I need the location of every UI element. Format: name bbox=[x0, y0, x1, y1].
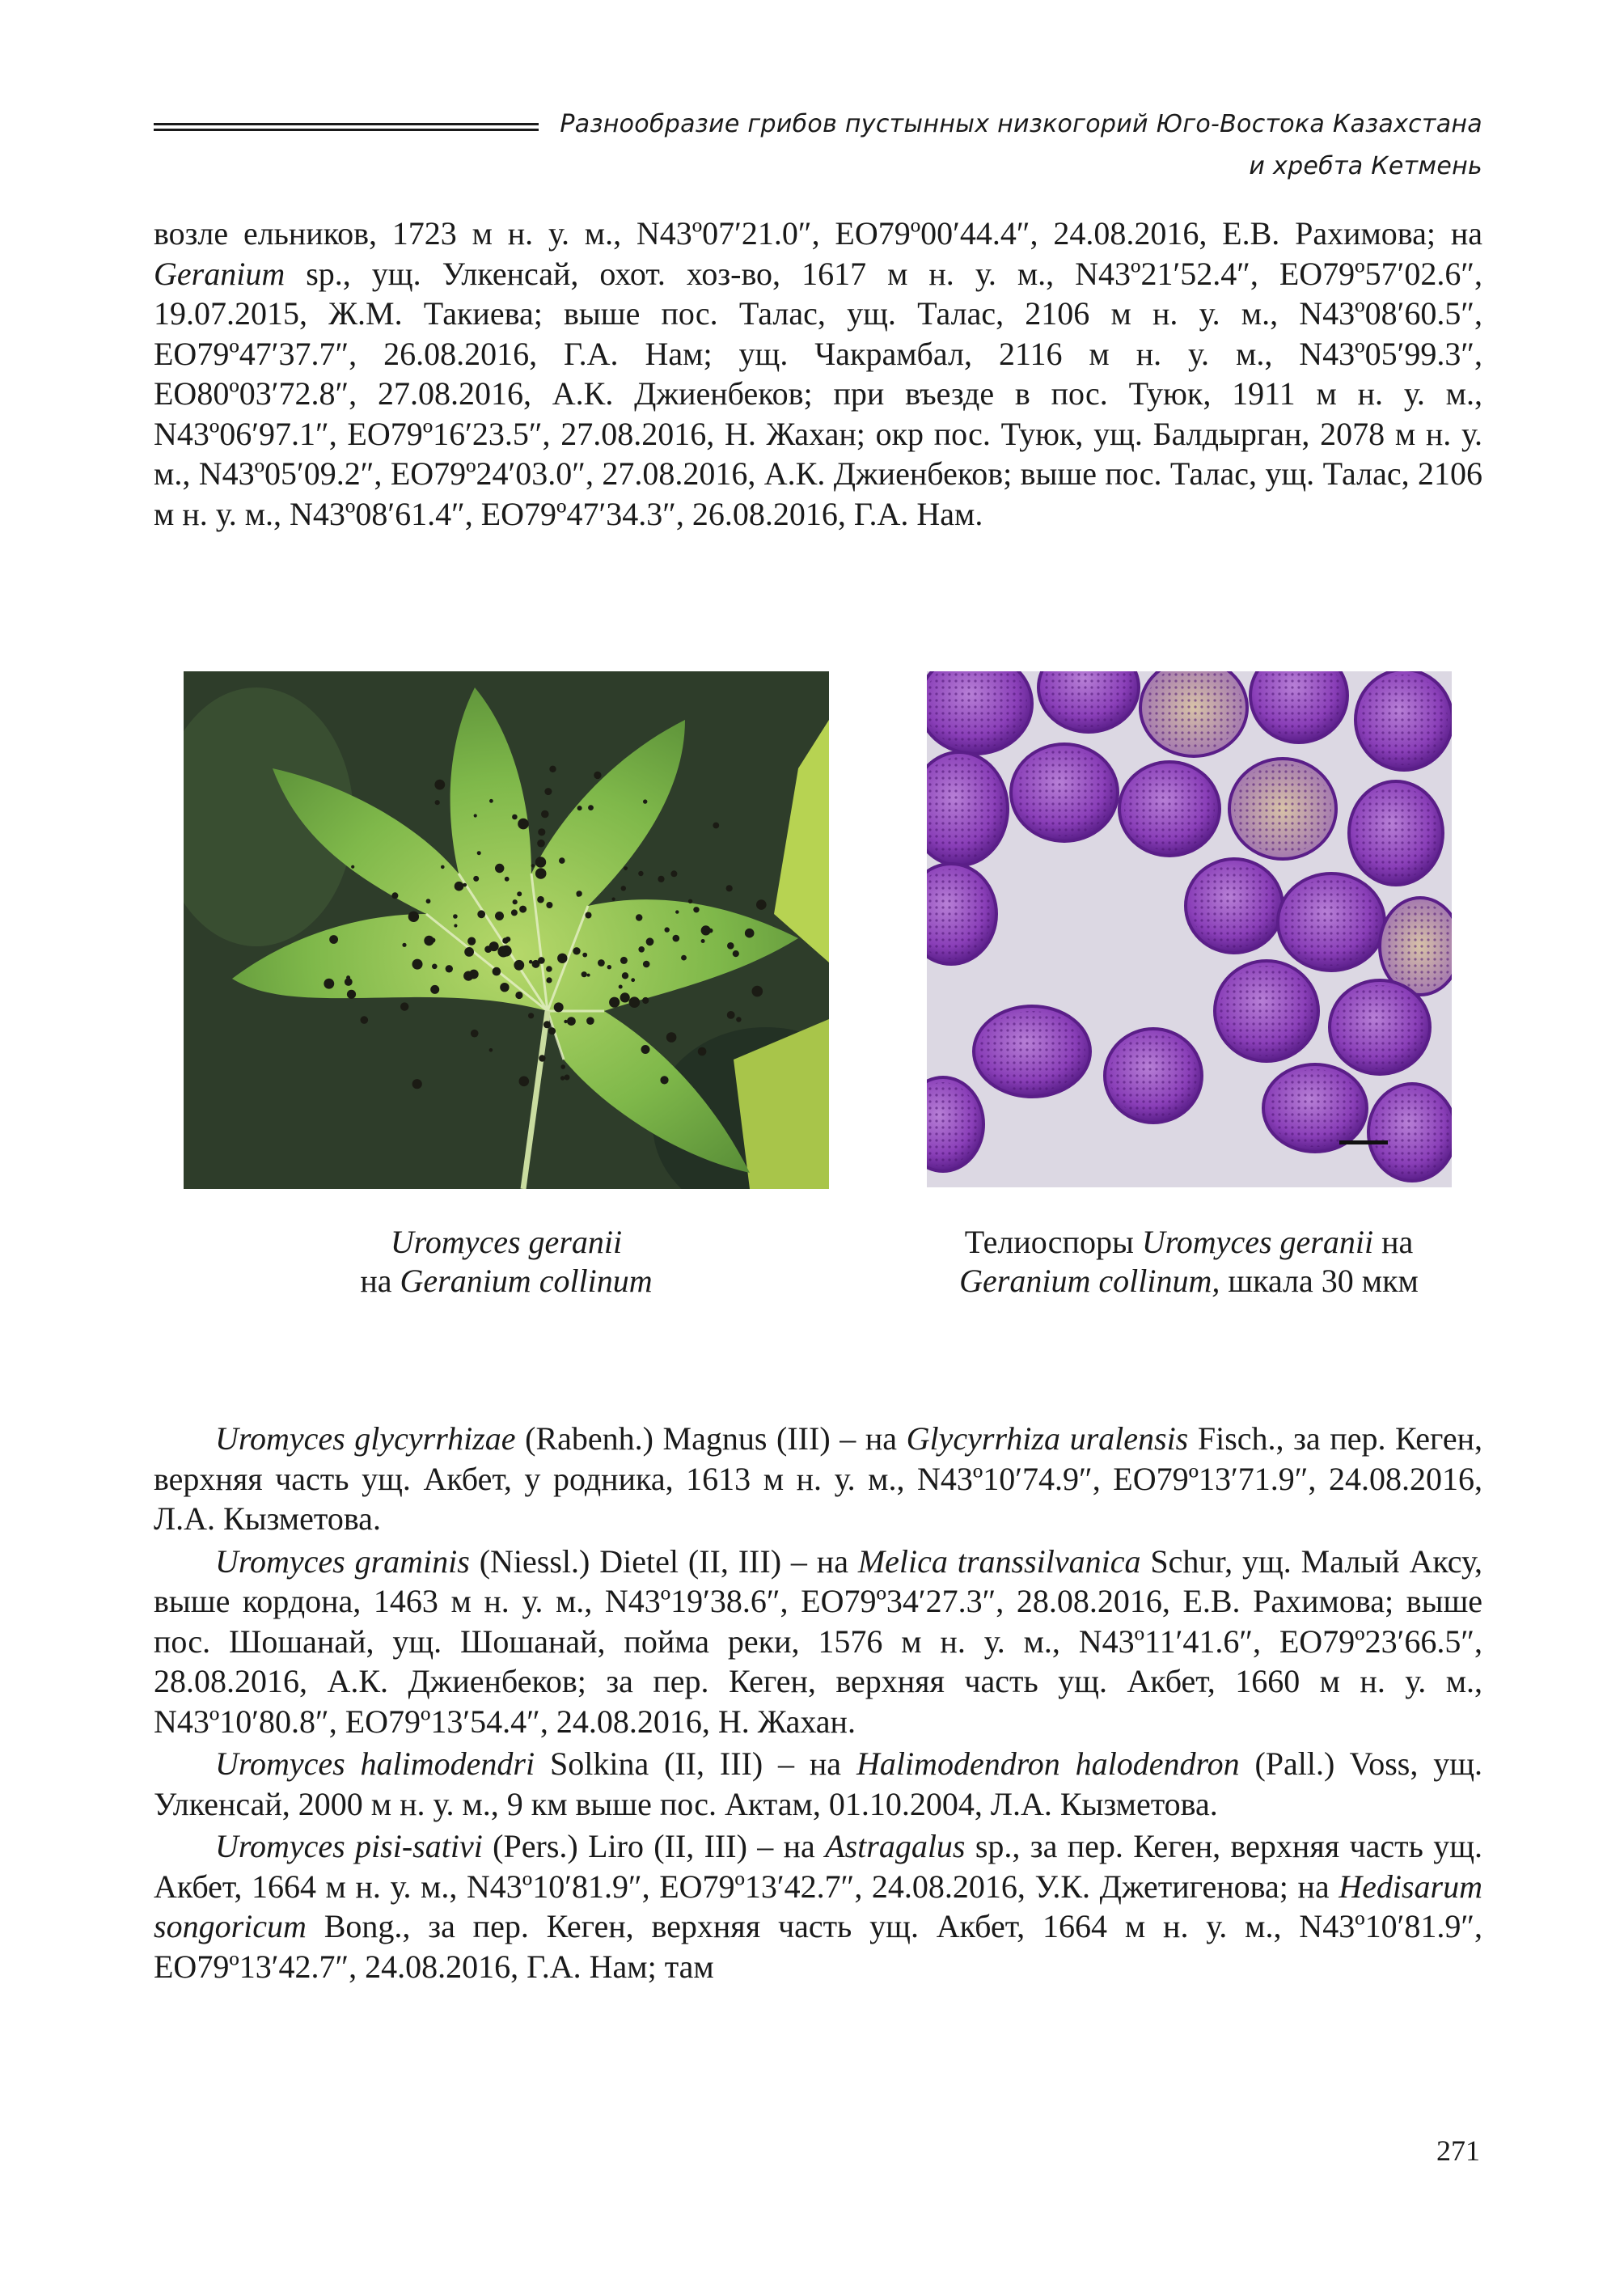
leaf-illustration bbox=[184, 671, 829, 1189]
rust-spot bbox=[698, 1047, 707, 1056]
teliospore-texture bbox=[1016, 749, 1113, 836]
entry-host: Melica transsilvanica bbox=[857, 1542, 1141, 1580]
teliospore-texture bbox=[1234, 764, 1331, 854]
entry-host: Halimodendron halodendron bbox=[856, 1745, 1240, 1782]
rust-spot bbox=[670, 870, 677, 877]
rust-spot bbox=[518, 819, 529, 830]
rust-spot bbox=[620, 957, 628, 964]
rust-spot bbox=[538, 828, 545, 836]
rust-spot bbox=[693, 907, 699, 912]
figure2-caption-on: на bbox=[1373, 1224, 1414, 1260]
rust-spot bbox=[713, 823, 719, 829]
rust-spot bbox=[554, 1002, 564, 1012]
rust-spot bbox=[425, 937, 432, 944]
teliospore-texture bbox=[1268, 1069, 1362, 1147]
rust-spot bbox=[631, 978, 635, 982]
rust-spot bbox=[643, 799, 647, 803]
rust-spot bbox=[477, 851, 481, 855]
rust-spot bbox=[646, 937, 654, 946]
rust-spot bbox=[537, 896, 544, 903]
rust-spot bbox=[500, 983, 509, 992]
rust-spot bbox=[463, 883, 467, 887]
rust-spot bbox=[535, 857, 546, 867]
rust-spot bbox=[515, 992, 522, 999]
rust-spot bbox=[361, 1016, 369, 1024]
rust-spot bbox=[546, 902, 552, 908]
rust-spot bbox=[455, 882, 464, 891]
entry-species: Uromyces halimodendri bbox=[215, 1745, 535, 1782]
rust-spot bbox=[544, 788, 552, 795]
teliospore-texture bbox=[1283, 878, 1380, 966]
rust-spot bbox=[559, 857, 565, 864]
rust-spot bbox=[505, 877, 510, 882]
figure2-caption-scale: шкала 30 мкм bbox=[1220, 1263, 1419, 1299]
rust-spot bbox=[351, 865, 354, 869]
rust-spot bbox=[586, 1017, 594, 1025]
rust-spot bbox=[467, 937, 476, 946]
teliospore-texture bbox=[1334, 985, 1425, 1069]
rust-spot bbox=[493, 967, 501, 976]
rust-spot bbox=[641, 1045, 650, 1054]
teliospore-texture bbox=[1110, 1034, 1197, 1118]
rust-spot bbox=[666, 1032, 677, 1043]
rust-spot bbox=[736, 1017, 741, 1022]
rust-spot bbox=[324, 979, 334, 989]
rust-spot bbox=[477, 910, 485, 918]
rust-spot bbox=[463, 971, 473, 981]
teliospore-texture bbox=[1220, 966, 1313, 1056]
rust-spot bbox=[612, 898, 615, 901]
teliospore-texture bbox=[1124, 767, 1215, 851]
figure2-caption-prefix: Телиоспоры bbox=[964, 1224, 1142, 1260]
rust-spot bbox=[531, 864, 535, 867]
rust-spot bbox=[535, 868, 547, 879]
rust-spot bbox=[573, 947, 580, 954]
rust-spot bbox=[435, 800, 440, 805]
rust-spot bbox=[733, 950, 739, 957]
rust-spot bbox=[495, 864, 504, 873]
rust-spot bbox=[567, 1017, 576, 1026]
rust-spot bbox=[484, 946, 492, 953]
rust-spot bbox=[560, 1076, 565, 1080]
rust-spot bbox=[471, 1030, 479, 1038]
rust-spot bbox=[576, 891, 582, 896]
rust-spot bbox=[412, 959, 423, 970]
p1-genus: Geranium bbox=[154, 255, 285, 292]
rust-spot bbox=[564, 1020, 567, 1023]
rust-spot bbox=[514, 960, 524, 971]
teliospore-texture bbox=[979, 1011, 1085, 1092]
rust-spot bbox=[701, 939, 705, 943]
rust-spot bbox=[519, 1077, 530, 1087]
rust-spot bbox=[752, 986, 763, 997]
rust-spot bbox=[537, 840, 545, 848]
rust-spot bbox=[546, 977, 552, 983]
teliospore-texture bbox=[1373, 1089, 1451, 1176]
rust-spot bbox=[745, 929, 755, 938]
rust-spot bbox=[539, 1055, 545, 1061]
rust-spot bbox=[582, 953, 587, 958]
figure-leaf-photo bbox=[184, 671, 829, 1189]
entry-graminis: Uromyces graminis (Niessl.) Dietel (II, III) – на Melica transsilvanica Schur, ущ. Малый Аксу, выше кордона, 1463 м н. у. м., N43º19′38.6″, ЕО79º34′27.3″, 28.08.2016, Е.В. Рахимова; выше пос. Шошанай, ущ. Шошанай, пойма реки, 1576 м н. у. м., N43º11′41.6″, ЕО79º23′66.5″, 28.08.2016, А.К. Джиенбеков; за пер. Кеген, верхняя часть ущ. Акбет, 1660 м н. у. м., N43º10′80.8″, ЕО79º13′54.4″, 24.08.2016, Н. Жахан. bbox=[154, 1542, 1482, 1740]
p1-text-before: возле ельников, 1723 м н. у. м., N43º07′21.0″, ЕО79º00′44.4″, 24.08.2016, Е.В. Рахимова; на bbox=[154, 215, 1482, 252]
figure1-caption bbox=[184, 1223, 829, 1301]
rust-spot bbox=[347, 990, 356, 999]
rust-spot bbox=[622, 972, 628, 979]
rust-spot bbox=[675, 910, 679, 913]
rust-spot bbox=[473, 876, 479, 882]
rust-spot bbox=[474, 814, 477, 817]
running-header-line1: Разнообразие грибов пустынных низкогорий Юго-Востока Казахстана bbox=[560, 110, 1482, 138]
figure2-caption bbox=[890, 1223, 1488, 1301]
teliospore-texture bbox=[1354, 786, 1438, 880]
rust-spot bbox=[391, 892, 398, 899]
running-header-line2: и хребта Кетмень bbox=[1249, 152, 1482, 180]
rust-spot bbox=[549, 766, 556, 772]
rust-spot bbox=[430, 985, 439, 994]
entry-halimodendri: Uromyces halimodendri Solkina (II, III) – на Halimodendron halodendron (Pall.) Voss, ущ. Улкенсай, 2000 м н. у. м., 9 км выше пос. Актам, 01.10.2004, Л.А. Кызметова. bbox=[154, 1745, 1482, 1822]
rust-spot bbox=[673, 935, 680, 942]
teliospores-illustration bbox=[927, 671, 1452, 1187]
entry-host-2: Hedisarum songoricum bbox=[154, 1868, 1482, 1944]
rust-spot bbox=[660, 1076, 668, 1084]
rust-spot bbox=[688, 899, 692, 903]
rust-spot bbox=[446, 965, 453, 972]
rust-spot bbox=[541, 810, 549, 819]
rust-spot bbox=[756, 899, 767, 910]
rust-spot bbox=[489, 799, 493, 803]
entry-pisi-sativi: Uromyces pisi-sativi (Pers.) Liro (II, III) – на Astragalus sp., за пер. Кеген, верхняя часть ущ. Акбет, 1664 м н. у. м., N43º10′81.9″, ЕО79º13′42.7″, 24.08.2016, У.К. Джетигенова; на Hedisarum songoricum Bong., за пер. Кеген, верхняя часть ущ. Акбет, 1664 м н. у. м., N43º10′81.9″, ЕО79º13′42.7″, 24.08.2016, Г.А. Нам; там bbox=[154, 1828, 1482, 1985]
running-header bbox=[528, 104, 1482, 188]
rust-spot bbox=[434, 780, 445, 790]
rust-spot bbox=[501, 946, 512, 957]
rust-spot bbox=[453, 914, 458, 919]
rust-spot bbox=[517, 891, 522, 896]
rust-spot bbox=[638, 946, 645, 953]
entry-species: Uromyces pisi-sativi bbox=[215, 1828, 483, 1864]
rust-spot bbox=[665, 927, 670, 932]
rust-spot bbox=[619, 985, 623, 989]
rust-spot bbox=[607, 965, 611, 969]
entry-species: Uromyces glycyrrhizae bbox=[215, 1420, 516, 1457]
rust-spot bbox=[620, 992, 630, 1002]
rust-spot bbox=[621, 886, 626, 891]
rust-spot bbox=[502, 937, 509, 944]
rust-spot bbox=[432, 964, 438, 970]
rust-spot bbox=[519, 906, 527, 913]
rust-spot bbox=[726, 885, 733, 891]
rust-spot bbox=[511, 909, 518, 916]
rust-spot bbox=[346, 975, 350, 979]
entry-host: Astragalus bbox=[825, 1828, 966, 1864]
figure-teliospores-micrograph bbox=[927, 671, 1452, 1187]
rust-spot bbox=[577, 806, 582, 810]
rust-spot bbox=[681, 955, 687, 961]
p1-text-after: sp., ущ. Улкенсай, охот. хоз-во, 1617 м н. у. м., N43º21′52.4″, ЕО79º57′02.6″, 19.07.2015, Ж.М. Такиева; выше пос. Талас, ущ. Талас, 2106 м н. у. м., N43º08′60.5″, ЕО79º47′37.7″, 26.08.2016, Г.А. Нам; ущ. Чакрамбал, 2116 м н. у. м., N43º05′99.3″, ЕО80º03′72.8″, 27.08.2016, А.К. Джиенбеков; при въезде в пос. Туюк, 1911 м н. у. м., N43º06′97.1″, ЕО79º16′23.5″, 27.08.2016, Н. Жахан; окр пос. Туюк, ущ. Балдырган, 2078 м н. у. м., N43º05′09.2″, ЕО79º24′03.0″, 27.08.2016, А.К. Джиенбеков; выше пос. Талас, ущ. Талас, 2106 м н. у. м., N43º08′61.4″, ЕО79º47′34.3″, 26.08.2016, Г.А. Нам. bbox=[154, 255, 1482, 532]
rust-spot bbox=[629, 996, 641, 1008]
rust-spot bbox=[557, 954, 567, 963]
rust-spot bbox=[513, 899, 518, 904]
entry-glycyrrhizae: Uromyces glycyrrhizae (Rabenh.) Magnus (III) – на Glycyrrhiza uralensis Fisch., за пер. Кеген, верхняя часть ущ. Акбет, у родника, 1613 м н. у. м., N43º10′74.9″, ЕО79º13′71.9″, 24.08.2016, Л.А. Кызметова. bbox=[154, 1420, 1483, 1537]
rust-spot bbox=[727, 942, 734, 950]
rust-spot bbox=[400, 1002, 408, 1010]
rust-spot bbox=[565, 1075, 570, 1081]
page-number: 271 bbox=[1436, 2134, 1480, 2167]
rust-spot bbox=[441, 865, 445, 869]
species-entries bbox=[154, 1419, 1482, 1986]
rust-spot bbox=[560, 1064, 565, 1069]
scale-bar bbox=[1339, 1140, 1388, 1144]
rust-spot bbox=[495, 912, 504, 920]
rust-spot bbox=[624, 866, 628, 870]
rust-spot bbox=[548, 1027, 556, 1034]
rust-spot bbox=[636, 914, 642, 920]
figure2-caption-host: Geranium collinum, bbox=[959, 1263, 1220, 1299]
figure2-caption-species: Uromyces geranii bbox=[1141, 1224, 1374, 1260]
rust-spot bbox=[642, 997, 649, 1004]
rust-spot bbox=[412, 1079, 422, 1089]
teliospore-texture bbox=[1360, 675, 1448, 765]
rust-spot bbox=[529, 960, 533, 964]
teliospore-texture bbox=[1191, 864, 1278, 948]
rust-spot bbox=[658, 876, 664, 882]
rust-spot bbox=[546, 966, 552, 972]
header-rule bbox=[154, 123, 539, 133]
rust-spot bbox=[588, 805, 594, 810]
rust-spot bbox=[464, 947, 474, 957]
rust-spot bbox=[538, 957, 545, 964]
rust-spot bbox=[408, 912, 419, 922]
figure1-caption-host: Geranium collinum bbox=[400, 1263, 653, 1299]
rust-spot bbox=[594, 772, 601, 779]
rust-spot bbox=[708, 929, 713, 933]
rust-spot bbox=[329, 935, 338, 944]
rust-spot bbox=[402, 943, 406, 947]
rust-spot bbox=[727, 1011, 735, 1019]
figure1-caption-prefix: на bbox=[360, 1263, 400, 1299]
figure1-caption-species: Uromyces geranii bbox=[390, 1224, 623, 1260]
rust-spot bbox=[609, 997, 620, 1008]
rust-spot bbox=[598, 959, 605, 967]
rust-spot bbox=[489, 1048, 493, 1052]
rust-spot bbox=[512, 814, 518, 820]
rust-spot bbox=[643, 961, 650, 968]
rust-spot bbox=[587, 974, 590, 977]
rust-spot bbox=[638, 871, 643, 876]
rust-spot bbox=[426, 899, 431, 903]
rust-spot bbox=[543, 1021, 551, 1028]
paragraph-continuation bbox=[154, 214, 1482, 534]
entry-host: Glycyrrhiza uralensis bbox=[906, 1420, 1189, 1457]
rust-spot bbox=[454, 924, 457, 927]
rust-spot bbox=[582, 971, 587, 977]
entry-species: Uromyces graminis bbox=[215, 1542, 470, 1580]
rust-spot bbox=[528, 1013, 534, 1018]
rust-spot bbox=[586, 912, 592, 919]
